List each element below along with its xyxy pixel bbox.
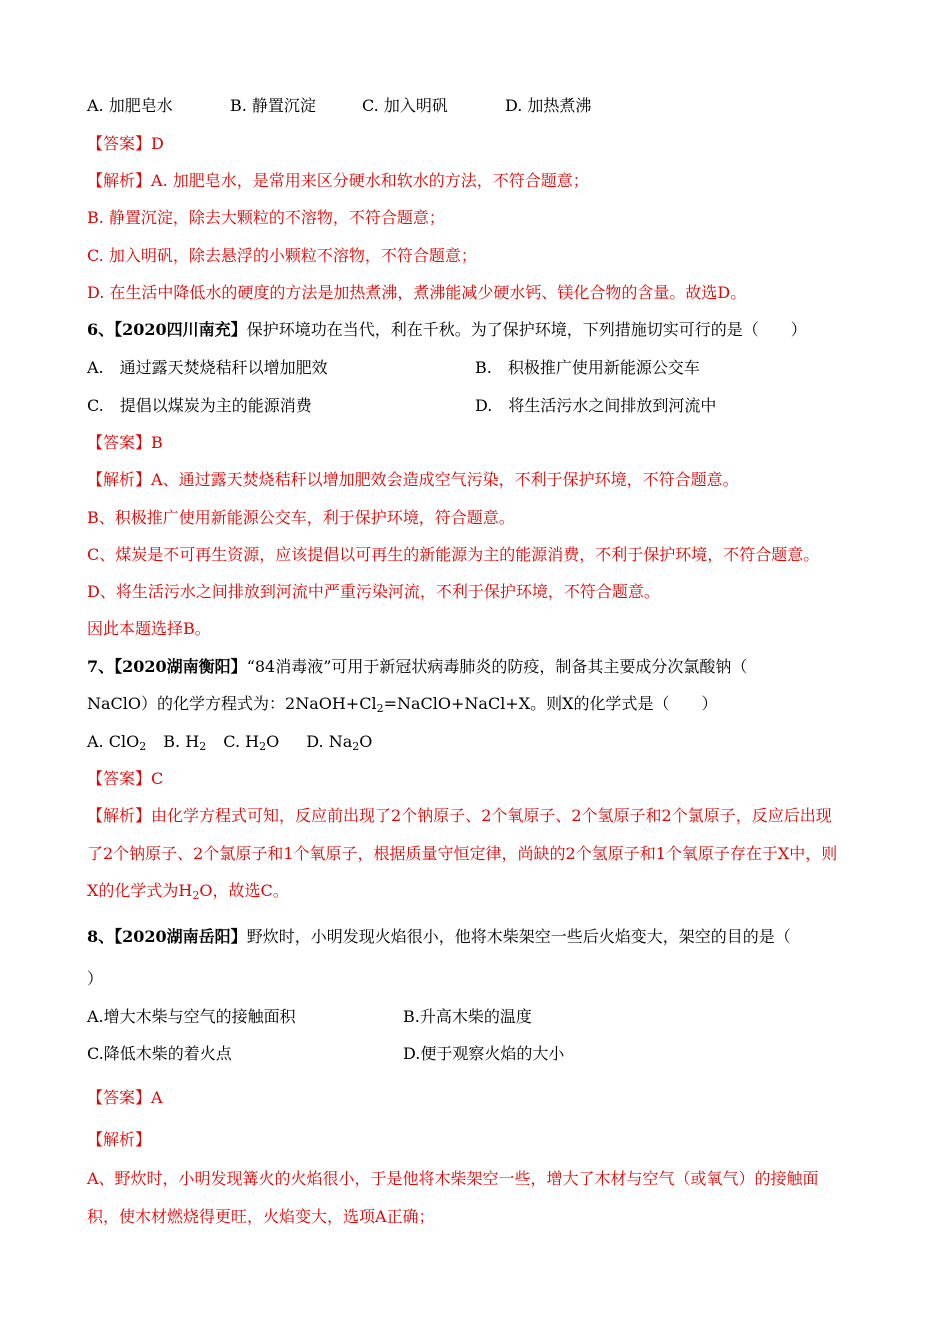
answer-value: A bbox=[151, 1088, 163, 1107]
q5-analysis-line: C. 加入明矾，除去悬浮的小颗粒不溶物，不符合题意； bbox=[87, 246, 477, 265]
q7-option-c: C. $H_2O$ bbox=[223, 732, 280, 753]
q7-option-b: B. $H_2$ bbox=[163, 732, 207, 753]
question-number: 7、 bbox=[87, 657, 115, 676]
question-source: 【2020四川南充】 bbox=[114, 320, 247, 339]
q6-analysis-line: D、将生活污水之间排放到河流中严重污染河流，不利于保护环境，不符合题意。 bbox=[87, 582, 660, 601]
analysis-label: 【解析】 bbox=[87, 806, 152, 825]
q6-option-a: A. 通过露天焚烧秸秆以增加肥效 bbox=[87, 358, 328, 377]
q5-option-a: A. 加肥皂水 bbox=[87, 96, 173, 115]
q7-analysis-line: X的化学式为$H_2O$，故选C。 bbox=[87, 881, 289, 902]
q7-answer bbox=[87, 768, 163, 790]
q5-option-c: C. 加入明矾 bbox=[362, 96, 448, 115]
q7-stem bbox=[87, 656, 747, 678]
q7-option-d: D. $Na_2O$ bbox=[306, 732, 373, 753]
q8-analysis-line: 积，使木材燃烧得更旺，火焰变大，选项A正确； bbox=[87, 1207, 435, 1226]
answer-label: 【答案】 bbox=[87, 433, 152, 452]
analysis-label: 【解析】 bbox=[87, 470, 152, 489]
q5-option-b: B. 静置沉淀 bbox=[230, 96, 316, 115]
q7-options bbox=[87, 731, 372, 753]
q5-answer bbox=[87, 133, 164, 155]
q6-option-d: D. 将生活污水之间排放到河流中 bbox=[475, 396, 717, 415]
question-text: 保护环境功在当代，利在千秋。为了保护环境，下列措施切实可行的是（ ） bbox=[246, 320, 807, 339]
q7-option-a: A. ClO$_2$ bbox=[87, 732, 147, 753]
answer-label: 【答案】 bbox=[87, 1088, 152, 1107]
question-number: 8、 bbox=[87, 927, 115, 946]
q5-analysis-line: B. 静置沉淀，除去大颗粒的不溶物，不符合题意； bbox=[87, 208, 445, 227]
question-source: 【2020湖南岳阳】 bbox=[114, 927, 247, 946]
q8-answer bbox=[87, 1087, 163, 1109]
q5-option-d: D. 加热煮沸 bbox=[505, 96, 592, 115]
q6-answer bbox=[87, 432, 163, 454]
q8-option-a: A.增大木柴与空气的接触面积 bbox=[87, 1007, 296, 1026]
q6-option-b: B. 积极推广使用新能源公交车 bbox=[475, 358, 700, 377]
q6-analysis-line: B、积极推广使用新能源公交车，利于保护环境，符合题意。 bbox=[87, 508, 515, 527]
answer-label: 【答案】 bbox=[87, 769, 152, 788]
q6-stem bbox=[87, 319, 807, 341]
answer-value: B bbox=[151, 433, 163, 452]
question-number: 6、 bbox=[87, 320, 115, 339]
q8-option-d: D.便于观察火焰的大小 bbox=[403, 1044, 565, 1063]
q6-analysis-line: 【解析】A、通过露天焚烧秸秆以增加肥效会造成空气污染，不利于保护环境，不符合题意。 bbox=[87, 470, 739, 489]
answer-label: 【答案】 bbox=[87, 134, 152, 153]
q7-analysis-line: 【解析】由化学方程式可知，反应前出现了2个钠原子、2个氧原子、2个氢原子和2个氯原子，反应后出现 bbox=[87, 806, 832, 825]
question-text: “84消毒液”可用于新冠状病毒肺炎的防疫，制备其主要成分次氯酸钠（ bbox=[246, 657, 748, 676]
q5-analysis-line: 【解析】A. 加肥皂水，是常用来区分硬水和软水的方法，不符合题意； bbox=[87, 171, 589, 190]
q7-analysis-line: 了2个钠原子、2个氯原子和1个氧原子，根据质量守恒定律，尚缺的2个氢原子和1个氧原子存在于X中，则 bbox=[87, 844, 838, 863]
q7-stem-line2: NaClO）的化学方程式为：$2NaOH+Cl_2=NaClO+NaCl+X$。则X的化学式是（ ） bbox=[87, 694, 718, 715]
answer-value: C bbox=[151, 769, 164, 788]
q5-analysis-line: D. 在生活中降低水的硬度的方法是加热煮沸，煮沸能减少硬水钙、镁化合物的含量。故选D。 bbox=[87, 283, 747, 302]
q8-stem bbox=[87, 926, 791, 948]
q8-option-c: C.降低木柴的着火点 bbox=[87, 1044, 232, 1063]
q8-stem-tail: ） bbox=[87, 969, 104, 988]
q6-analysis-line: 因此本题选择B。 bbox=[87, 619, 211, 638]
analysis-label: 【解析】 bbox=[87, 171, 152, 190]
q8-analysis-line: A、野炊时，小明发现篝火的火焰很小，于是他将木柴架空一些，增大了木材与空气（或氧气）的接触面 bbox=[87, 1169, 819, 1188]
question-source: 【2020湖南衡阳】 bbox=[114, 657, 247, 676]
answer-value: D bbox=[151, 134, 164, 153]
question-text: 野炊时，小明发现火焰很小，他将木柴架空一些后火焰变大，架空的目的是（ bbox=[246, 927, 791, 946]
q6-option-c: C. 提倡以煤炭为主的能源消费 bbox=[87, 396, 312, 415]
q6-analysis-line: C、煤炭是不可再生资源，应该提倡以可再生的新能源为主的能源消费，不利于保护环境，不符合题意。 bbox=[87, 545, 820, 564]
q8-analysis-label: 【解析】 bbox=[87, 1130, 152, 1149]
q8-option-b: B.升高木柴的温度 bbox=[403, 1007, 532, 1026]
